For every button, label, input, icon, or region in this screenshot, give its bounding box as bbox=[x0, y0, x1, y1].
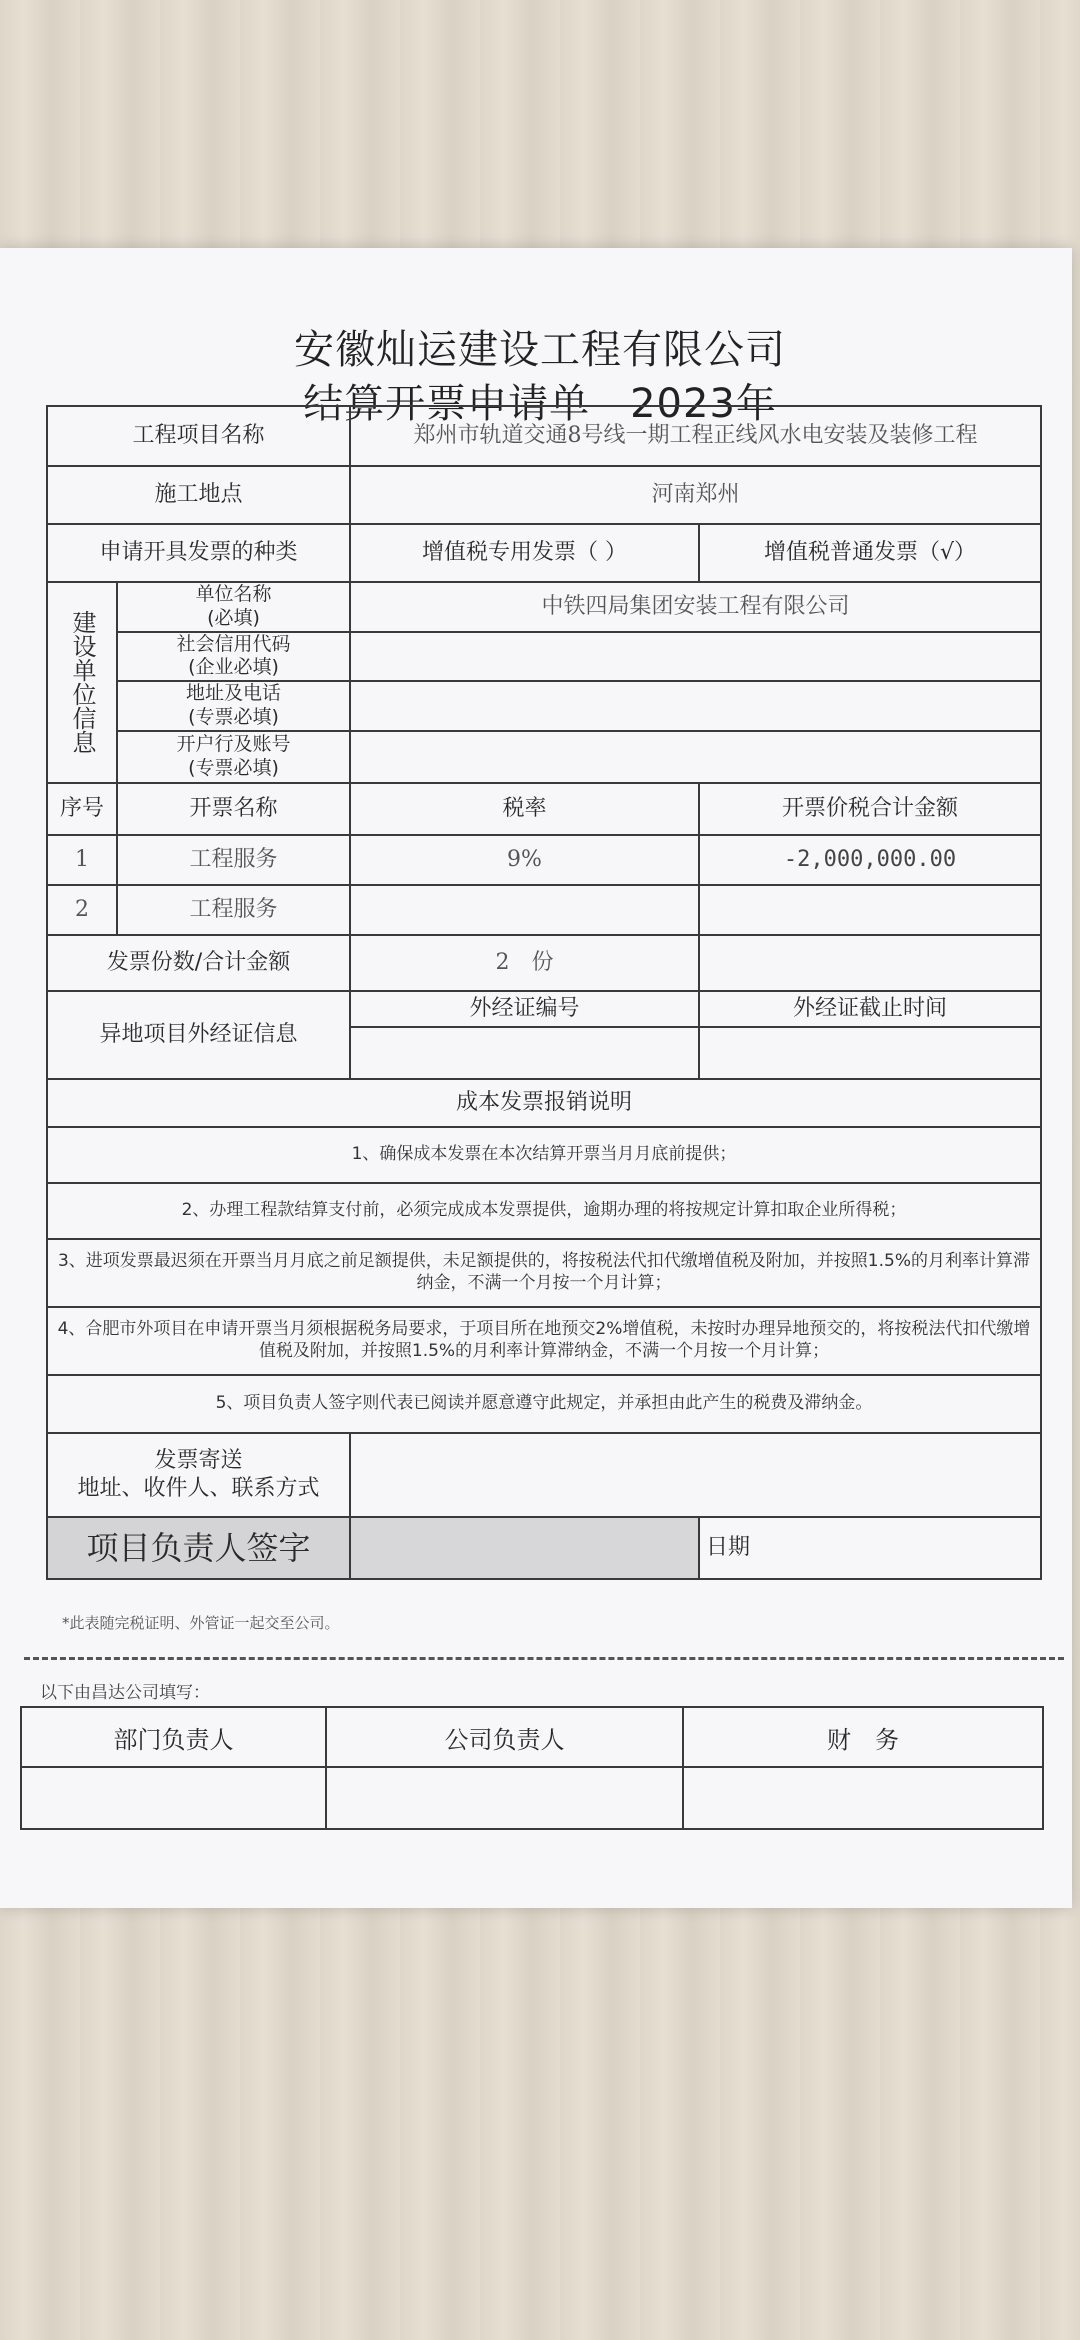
unit-label-2: (必填) bbox=[207, 606, 260, 629]
item-rate bbox=[350, 885, 699, 935]
row-unit-name bbox=[47, 582, 1041, 632]
note-item: 4、合肥市外项目在申请开票当月须根据税务局要求，于项目所在地预交2%增值税，未按时办理异地预交的，将按税法代扣代缴增值税及附加，并按照1.5%的月利率计算滞纳金，不满一个月按一个月计算； bbox=[47, 1307, 1041, 1375]
row-invoice-type bbox=[47, 524, 1041, 582]
item-no: 1 bbox=[47, 835, 117, 885]
row-notes-title bbox=[47, 1079, 1041, 1127]
item-row bbox=[47, 885, 1041, 935]
project-name-label: 工程项目名称 bbox=[47, 406, 350, 466]
approval-table bbox=[20, 1706, 1044, 1830]
lower-intro: 以下由昌达公司填写： bbox=[40, 1683, 210, 1703]
unit-info-side-label: 建设单位信息 bbox=[47, 582, 117, 783]
item-amount: -2,000,000.00 bbox=[699, 835, 1041, 885]
row-signature bbox=[47, 1517, 1041, 1579]
summary-total bbox=[699, 935, 1041, 991]
dept-head-sign[interactable] bbox=[21, 1767, 326, 1829]
address-phone-value bbox=[350, 681, 1041, 731]
site-value: 河南郑州 bbox=[350, 466, 1041, 524]
item-rate: 9% bbox=[350, 835, 699, 885]
row-credit-code bbox=[47, 632, 1041, 682]
header-invoice-name: 开票名称 bbox=[117, 783, 350, 835]
application-form-table bbox=[46, 405, 1042, 1580]
address-label-2: (专票必填) bbox=[188, 705, 279, 728]
dept-head-header: 部门负责人 bbox=[21, 1707, 326, 1767]
unit-label-1: 单位名称 bbox=[195, 583, 272, 605]
note-item: 3、进项发票最迟须在开票当月月底之前足额提供，未足额提供的，将按税法代扣代缴增值税及附加，并按照1.5%的月利率计算滞纳金，不满一个月按一个月计算； bbox=[47, 1239, 1041, 1307]
row-project-name bbox=[47, 406, 1041, 466]
invoice-type-special: 增值税专用发票（ ） bbox=[350, 524, 699, 582]
notes-title: 成本发票报销说明 bbox=[47, 1079, 1041, 1127]
note-item: 1、确保成本发票在本次结算开票当月月底前提供； bbox=[47, 1127, 1041, 1183]
summary-copies: 2 份 bbox=[350, 935, 699, 991]
credit-code-value bbox=[350, 632, 1041, 682]
item-amount bbox=[699, 885, 1041, 935]
items-header-row bbox=[47, 783, 1041, 835]
approval-sign-row bbox=[21, 1767, 1043, 1829]
note-item: 5、项目负责人签字则代表已阅读并愿意遵守此规定，并承担由此产生的税费及滞纳金。 bbox=[47, 1375, 1041, 1433]
row-bank-account bbox=[47, 731, 1041, 783]
row-summary bbox=[47, 935, 1041, 991]
offsite-cert-deadline-label: 外经证截止时间 bbox=[699, 991, 1041, 1027]
bank-label-1: 开户行及账号 bbox=[176, 732, 291, 755]
item-row bbox=[47, 835, 1041, 885]
form-year: 2023年 bbox=[630, 381, 777, 427]
item-name: 工程服务 bbox=[117, 885, 350, 935]
address-phone-label bbox=[117, 681, 350, 731]
note-row bbox=[47, 1183, 1041, 1239]
header-amount: 开票价税合计金额 bbox=[699, 783, 1041, 835]
note-item: 2、办理工程款结算支付前，必须完成成本发票提供，逾期办理的将按规定计算扣取企业所得税； bbox=[47, 1183, 1041, 1239]
approval-header-row bbox=[21, 1707, 1043, 1767]
company-head-sign[interactable] bbox=[326, 1767, 683, 1829]
row-offsite-header bbox=[47, 991, 1041, 1027]
date-cell bbox=[699, 1517, 1041, 1579]
unit-label bbox=[117, 582, 350, 632]
company-head-header: 公司负责人 bbox=[326, 1707, 683, 1767]
form-title-text: 结算开票申请单 bbox=[303, 381, 591, 427]
unit-name-value: 中铁四局集团安装工程有限公司 bbox=[350, 582, 1041, 632]
header-tax-rate: 税率 bbox=[350, 783, 699, 835]
delivery-value bbox=[350, 1433, 1041, 1517]
delivery-label-1: 发票寄送 bbox=[154, 1448, 243, 1473]
invoice-type-normal: 增值税普通发票（√） bbox=[699, 524, 1041, 582]
date-label: 日期 bbox=[706, 1534, 751, 1560]
signature-label: 项目负责人签字 bbox=[47, 1517, 350, 1579]
note-row bbox=[47, 1375, 1041, 1433]
site-label: 施工地点 bbox=[47, 466, 350, 524]
bank-label-2: (专票必填) bbox=[188, 756, 279, 779]
offsite-cert-deadline-value bbox=[699, 1027, 1041, 1079]
row-address-phone bbox=[47, 681, 1041, 731]
note-row bbox=[47, 1127, 1041, 1183]
delivery-label-2: 地址、收件人、联系方式 bbox=[77, 1475, 320, 1501]
offsite-label: 异地项目外经证信息 bbox=[47, 991, 350, 1079]
offsite-cert-no-label: 外经证编号 bbox=[350, 991, 699, 1027]
company-title: 安徽灿运建设工程有限公司 bbox=[294, 327, 786, 373]
row-site bbox=[47, 466, 1041, 524]
bank-account-value bbox=[350, 731, 1041, 783]
footnote: *此表随完税证明、外管证一起交至公司。 bbox=[62, 1614, 340, 1632]
bank-account-label bbox=[117, 731, 350, 783]
credit-label-2: (企业必填) bbox=[188, 656, 279, 679]
row-delivery bbox=[47, 1433, 1041, 1517]
note-row bbox=[47, 1239, 1041, 1307]
address-label-1: 地址及电话 bbox=[185, 682, 281, 704]
credit-code-label bbox=[117, 632, 350, 682]
note-row bbox=[47, 1307, 1041, 1375]
cut-line bbox=[24, 1657, 1064, 1660]
invoice-type-label: 申请开具发票的种类 bbox=[47, 524, 350, 582]
summary-label: 发票份数/合计金额 bbox=[47, 935, 350, 991]
delivery-label bbox=[47, 1433, 350, 1517]
item-no: 2 bbox=[47, 885, 117, 935]
offsite-cert-no-value bbox=[350, 1027, 699, 1079]
signature-field[interactable] bbox=[350, 1517, 699, 1579]
credit-label-1: 社会信用代码 bbox=[176, 632, 291, 655]
header-no: 序号 bbox=[47, 783, 117, 835]
finance-header: 财 务 bbox=[683, 1707, 1043, 1767]
item-name: 工程服务 bbox=[117, 835, 350, 885]
finance-sign[interactable] bbox=[683, 1767, 1043, 1829]
project-name-value: 郑州市轨道交通8号线一期工程正线风水电安装及装修工程 bbox=[350, 406, 1041, 466]
